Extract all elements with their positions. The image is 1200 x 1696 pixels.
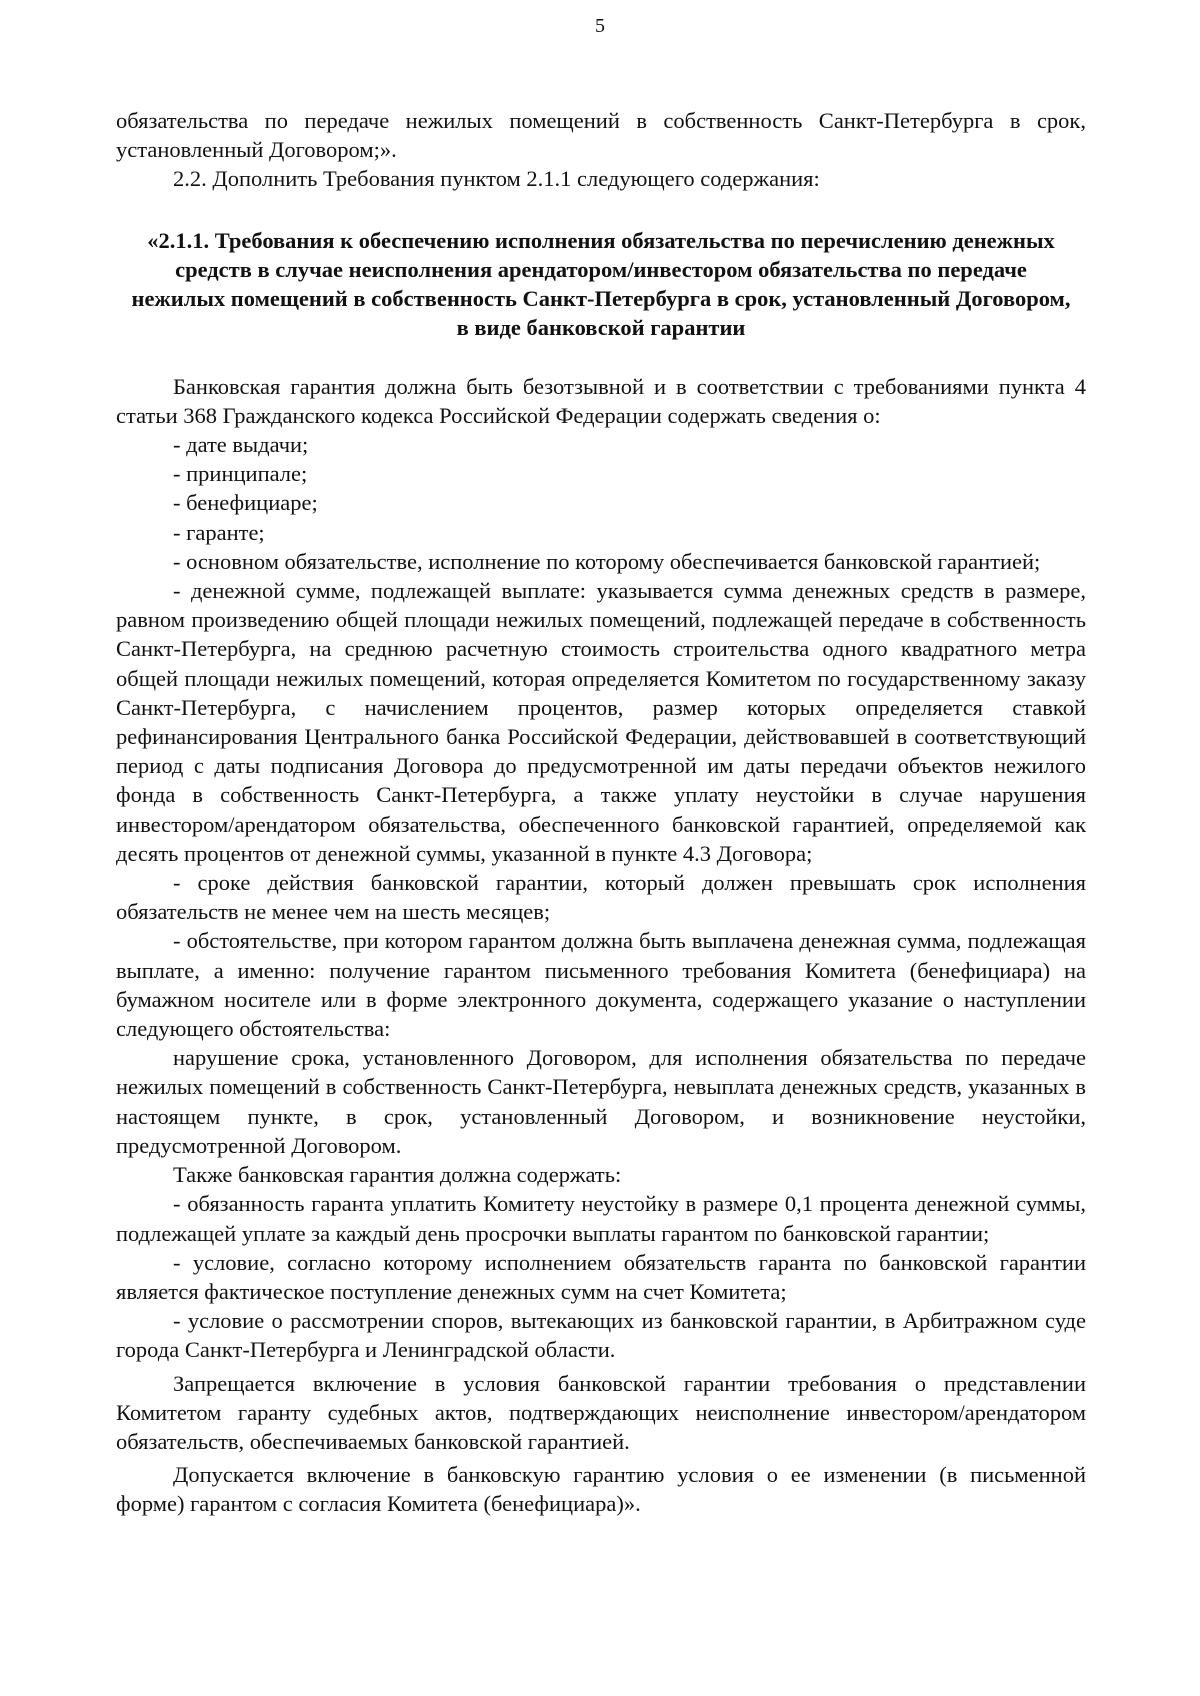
list-item: - обязанность гаранта уплатить Комитету неустойку в размере 0,1 процента денежной суммы, подлежащей уплате за каждый день просрочки выплаты гарантом по банковской гарантии; (116, 1191, 1086, 1246)
requirements-list (116, 430, 1086, 1160)
also-lead-paragraph: Также банковская гарантия должна содержать: (173, 1162, 622, 1188)
lead-paragraph: Банковская гарантия должна быть безотзывной и в соответствии с требованиями пункта 4 статьи 368 Гражданского кодекса Российской Федерации содержать сведения о: (116, 373, 1086, 428)
amendment-paragraph: 2.2. Дополнить Требования пунктом 2.1.1 следующего содержания: (173, 166, 820, 192)
list-item: - принципале; (173, 461, 308, 487)
page-number: 5 (595, 15, 605, 37)
list-item: - дате выдачи; (173, 432, 309, 458)
list-item: - основном обязательстве, исполнение по которому обеспечивается банковской гарантией; (173, 548, 1041, 574)
continuation-paragraph: обязательства по передаче нежилых помещений в собственность Санкт-Петербурга в срок, установленный Договором;». (116, 108, 1086, 163)
additional-requirements-list (116, 1189, 1086, 1364)
permission-paragraph: Допускается включение в банковскую гарантию условия о ее изменении (в письменной форме) гарантом с согласия Комитета (бенефициара)». (116, 1462, 1086, 1517)
document-body (116, 106, 1086, 1519)
list-item: - гаранте; (173, 519, 265, 545)
list-item: - сроке действия банковской гарантии, который должен превышать срок исполнения обязательств не менее чем на шесть месяцев; (116, 870, 1086, 925)
list-item: - условие, согласно которому исполнением обязательств гаранта по банковской гарантии является фактическое поступление денежных сумм на счет Комитета; (116, 1249, 1086, 1304)
list-item: - денежной сумме, подлежащей выплате: указывается сумма денежных средств в размере, равном произведению общей площади нежилых помещений, подлежащей передаче в собственность Санкт-Петербурга, на среднюю расчетную стоимость строительства одного квадратного метра общей площади нежилых помещений, которая определяется Комитетом по государственному заказу Санкт-Петербурга, с начислением процентов, размер которых определяется ставкой рефинансирования Центрального банка Российской Федерации, действовавшей в соответствующий период с даты подписания Договора до предусмотренной им даты передачи объектов нежилого фонда в собственность Санкт-Петербурга, а также уплату неустойки в случае нарушения инвестором/арендатором обязательства, обеспеченного банковской гарантией, определяемой как десять процентов от денежной суммы, указанной в пункте 4.3 Договора; (116, 578, 1086, 866)
section-heading: «2.1.1. Требования к обеспечению исполнения обязательства по перечислению денежных средств в случае неисполнения арендатором/инвестором обязательства по передаче нежилых помещений в собственность Санкт-Петербурга в срок, установленный Договором, в виде банковской гарантии (131, 227, 1071, 340)
list-item: - бенефициаре; (173, 490, 318, 516)
list-item: - обстоятельстве, при котором гарантом должна быть выплачена денежная сумма, подлежащая выплате, а именно: получение гарантом письменного требования Комитета (бенефициара) на бумажном носителе или в форме электронного документа, содержащего указание о наступлении следующего обстоятельства: (116, 928, 1086, 1042)
list-item: нарушение срока, установленного Договором, для исполнения обязательства по передаче нежилых помещений в собственность Санкт-Петербурга, невыплата денежных средств, указанных в настоящем пункте, в срок, установленный Договором, и возникновение неустойки, предусмотренной Договором. (116, 1045, 1086, 1158)
list-item: - условие о рассмотрении споров, вытекающих из банковской гарантии, в Арбитражном суде города Санкт-Петербурга и Ленинградской области. (116, 1308, 1086, 1363)
prohibition-paragraph: Запрещается включение в условия банковской гарантии требования о представлении Комитетом гаранту судебных актов, подтверждающих неисполнение инвестором/арендатором обязательств, обеспечиваемых банковской гарантией. (116, 1370, 1086, 1454)
